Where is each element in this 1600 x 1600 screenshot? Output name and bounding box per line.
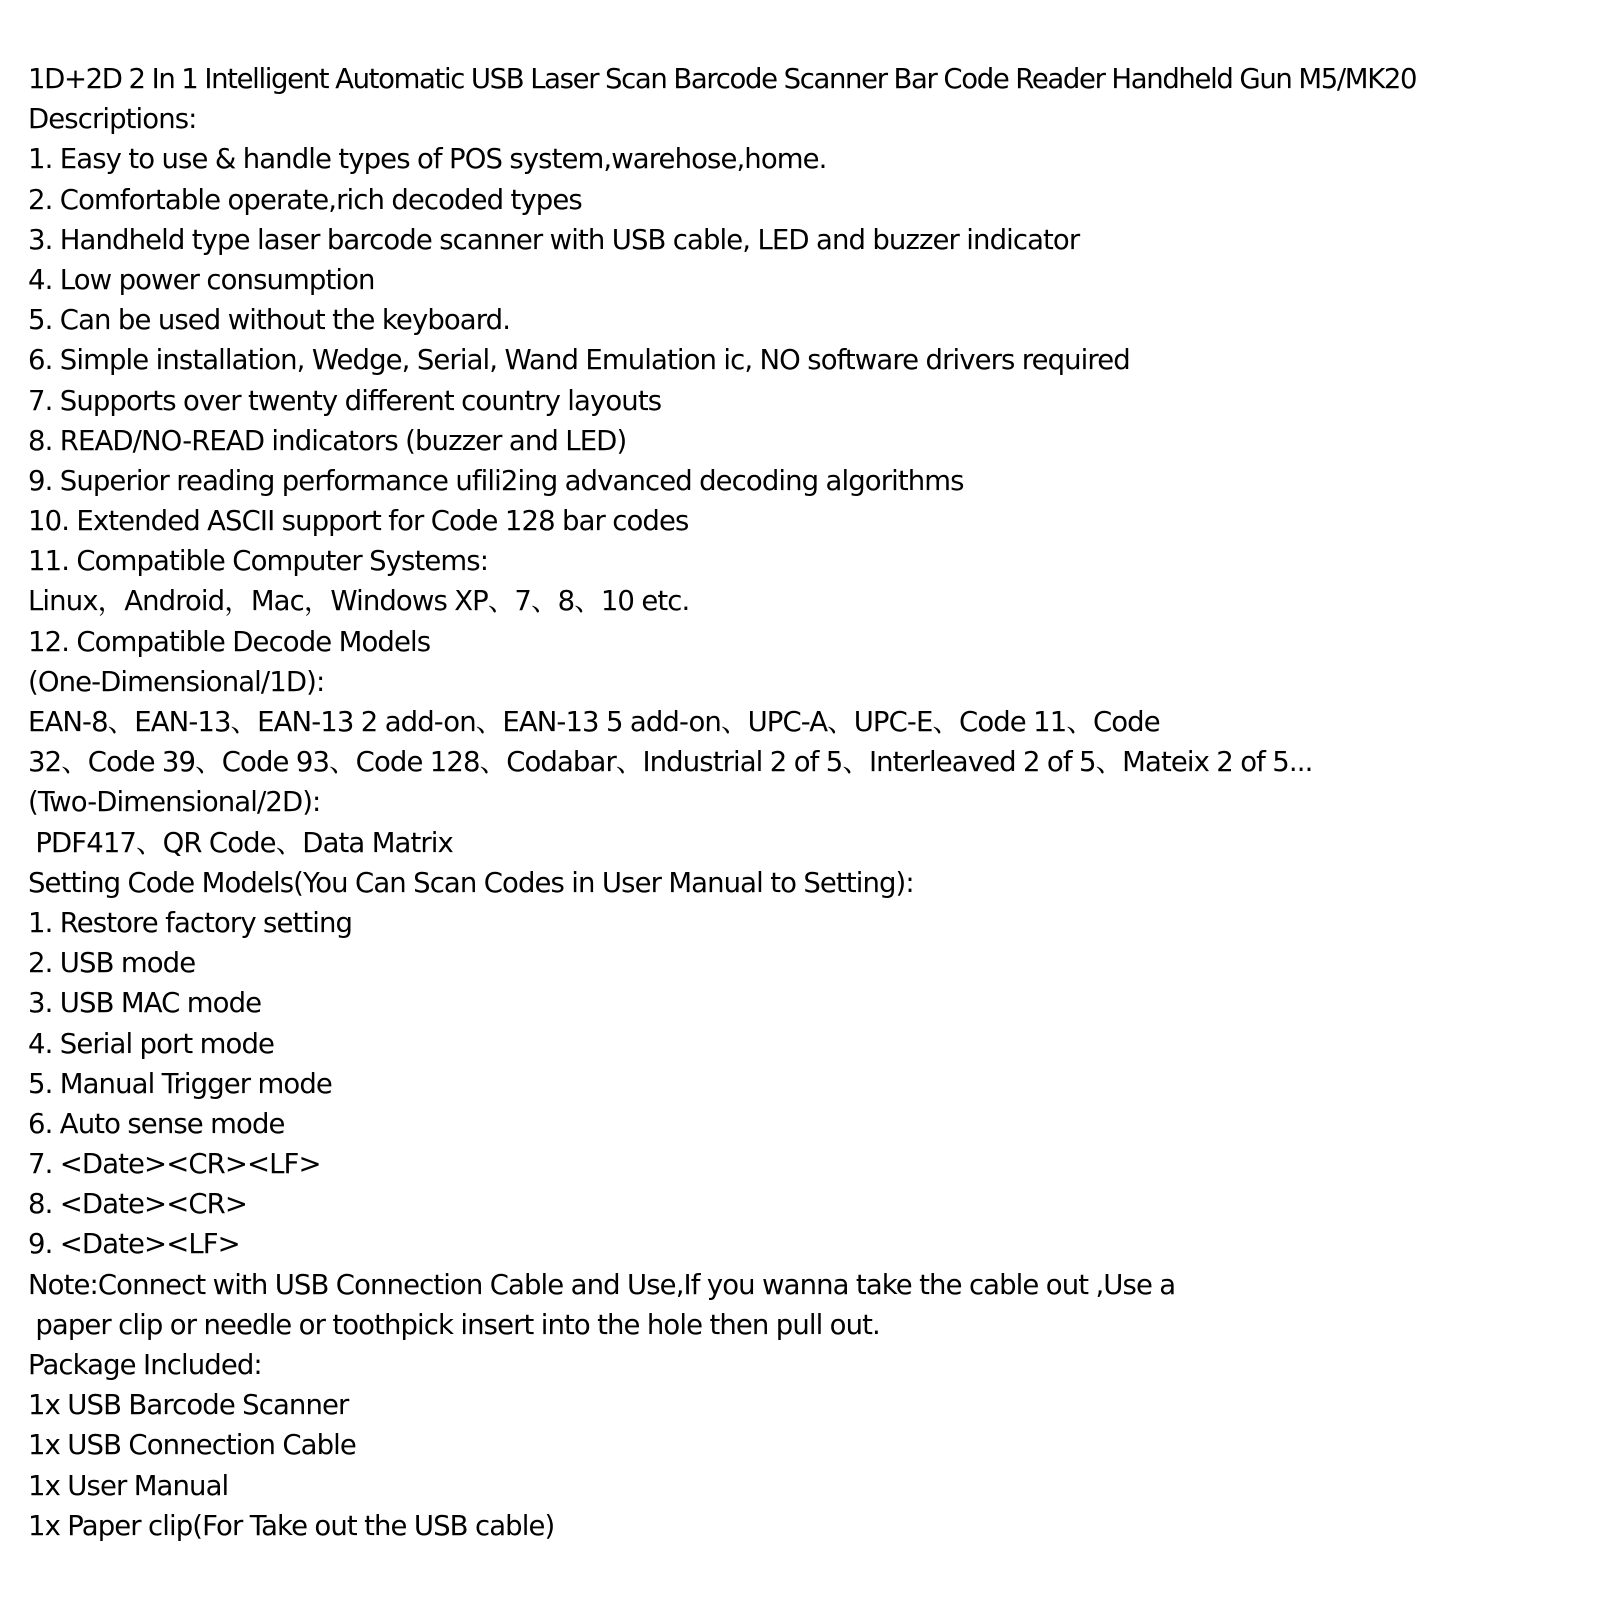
description-item-12: 12. Compatible Decode Models [28,625,431,658]
package-item-4: 1x Paper clip(For Take out the USB cable) [28,1509,555,1542]
description-item-11: 11. Compatible Computer Systems: [28,545,489,578]
setting-item-3: 3. USB MAC mode [28,987,262,1020]
description-item-5: 5. Can be used without the keyboard. [28,304,511,337]
note-line-1: Note:Connect with USB Connection Cable and Use,If you wanna take the cable out ,Use a [28,1268,1176,1301]
setting-item-9: 9. <Date><LF> [28,1228,240,1261]
description-item-3: 3. Handheld type laser barcode scanner with USB cable, LED and buzzer indicator [28,223,1080,256]
description-item-1: 1. Easy to use & handle types of POS system,warehose,home. [28,143,827,176]
package-item-1: 1x USB Barcode Scanner [28,1389,349,1422]
description-item-6: 6. Simple installation, Wedge, Serial, Wand Emulation ic, NO software drivers required [28,344,1130,377]
description-item-9: 9. Superior reading performance ufili2ing advanced decoding algorithms [28,464,964,497]
setting-item-2: 2. USB mode [28,947,196,980]
note-line-2: paper clip or needle or toothpick insert into the hole then pull out. [28,1308,880,1341]
setting-item-1: 1. Restore factory setting [28,906,353,939]
compatible-systems-list: Linux，Android，Mac，Windows XP、7、8、10 etc. [28,585,690,618]
description-item-10: 10. Extended ASCII support for Code 128 bar codes [28,505,689,538]
one-dimensional-codes-line-1: EAN-8、EAN-13、EAN-13 2 add-on、EAN-13 5 add-on、UPC-A、UPC-E、Code 11、Code [28,706,1160,738]
product-description-document [28,59,1593,1546]
two-dimensional-heading: (Two-Dimensional/2D): [28,786,321,819]
setting-item-5: 5. Manual Trigger mode [28,1067,332,1100]
description-item-7: 7. Supports over twenty different country layouts [28,384,662,417]
setting-code-models-heading: Setting Code Models(You Can Scan Codes in User Manual to Setting): [28,866,914,899]
one-dimensional-codes-line-2: 32、Code 39、Code 93、Code 128、Codabar、Industrial 2 of 5、Interleaved 2 of 5、Mateix 2 of 5... [28,746,1313,779]
description-item-2: 2. Comfortable operate,rich decoded types [28,183,582,216]
package-included-heading: Package Included: [28,1349,262,1381]
one-dimensional-heading: (One-Dimensional/1D): [28,665,325,698]
setting-item-4: 4. Serial port mode [28,1027,275,1060]
package-item-2: 1x USB Connection Cable [28,1429,356,1462]
product-title: 1D+2D 2 In 1 Intelligent Automatic USB Laser Scan Barcode Scanner Bar Code Reader Handheld Gun M5/MK20 [28,63,1417,95]
setting-item-7: 7. <Date><CR><LF> [28,1148,321,1181]
package-item-3: 1x User Manual [28,1469,229,1502]
setting-item-6: 6. Auto sense mode [28,1107,285,1140]
descriptions-heading: Descriptions: [28,103,197,136]
two-dimensional-codes: PDF417、QR Code、Data Matrix [28,826,453,859]
description-item-8: 8. READ/NO-READ indicators (buzzer and LED) [28,424,627,457]
description-item-4: 4. Low power consumption [28,263,375,296]
setting-item-8: 8. <Date><CR> [28,1188,247,1221]
